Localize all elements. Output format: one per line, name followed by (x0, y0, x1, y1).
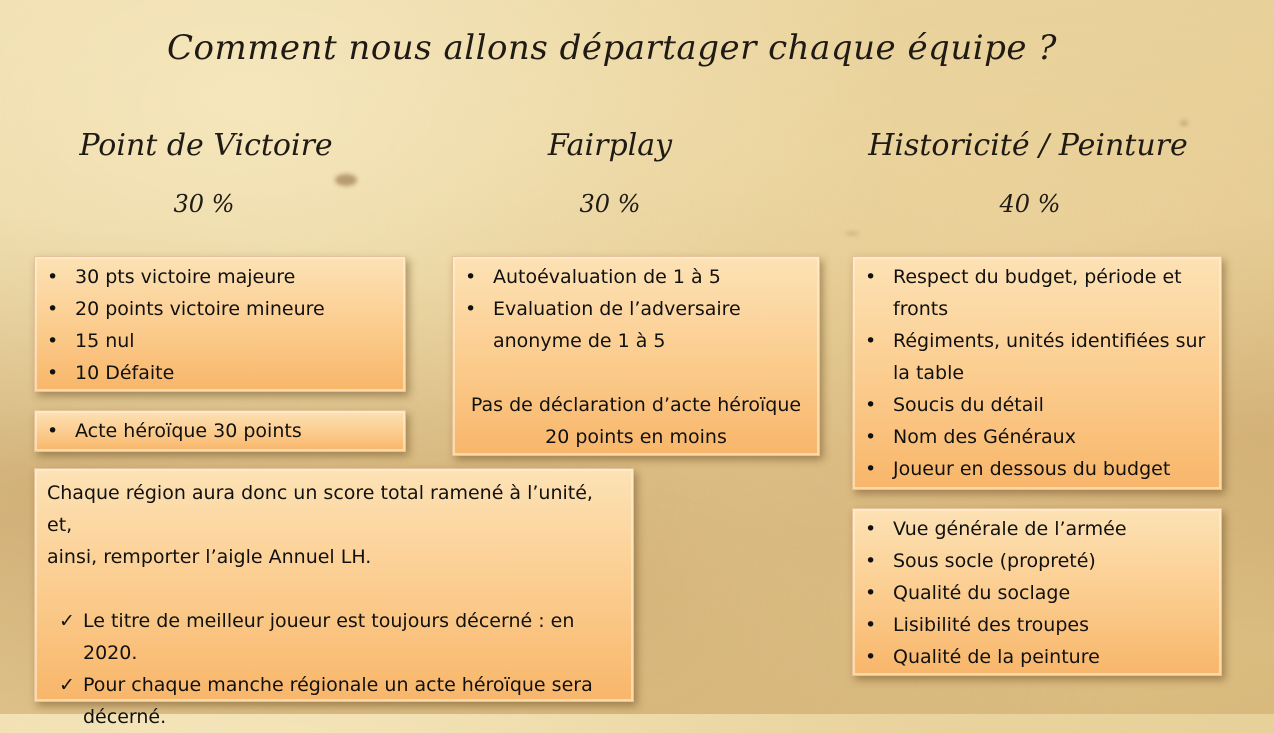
list-item (453, 293, 819, 357)
summary-box (34, 468, 634, 728)
check-item (47, 669, 621, 733)
victory-points-list (35, 261, 405, 389)
list-item-line: • Nom des Généraux (893, 426, 1076, 448)
list-item-line: anonyme de 1 à 5 (493, 330, 666, 352)
heading-victory: Point de Victoire (79, 128, 333, 163)
fairplay-box (452, 256, 820, 456)
list-item (853, 421, 1221, 453)
list-item-line: • Joueur en dessous du budget (893, 458, 1171, 480)
list-item-line: • Soucis du détail (893, 394, 1044, 416)
list-item-line: fronts (893, 298, 949, 320)
percent-victory: 30 % (173, 190, 235, 218)
fairplay-note: Pas de déclaration d’acte héroïque (470, 394, 802, 416)
list-item: • Lisibilité des troupes (853, 609, 1221, 641)
check-item-line: ✓ Pour chaque manche régionale un acte héroïque sera (83, 674, 593, 696)
history-box (852, 256, 1222, 490)
list-item: • Vue générale de l’armée (853, 513, 1221, 545)
heroic-act-box (34, 410, 406, 452)
summary-line: ainsi, remporter l’aigle Annuel LH. (47, 546, 372, 568)
summary-line: Chaque région aura donc un score total ramené à l’unité, et, (47, 482, 593, 536)
list-item (853, 261, 1221, 325)
percent-fairplay: 30 % (579, 190, 641, 218)
percent-history: 40 % (999, 190, 1061, 218)
list-item: • 30 pts victoire majeure (35, 261, 405, 293)
painting-box (852, 508, 1222, 676)
list-item: • Qualité du soclage (853, 577, 1221, 609)
list-item: • 20 points victoire mineure (35, 293, 405, 325)
list-item: • Sous socle (propreté) (853, 545, 1221, 577)
list-item (853, 389, 1221, 421)
heroic-act-list (35, 415, 405, 447)
list-item: • Qualité de la peinture (853, 641, 1221, 673)
list-item (853, 325, 1221, 389)
list-item (453, 261, 819, 293)
check-item-line: 2020. (83, 642, 138, 664)
history-list (853, 261, 1221, 485)
list-item-line: • Régiments, unités identifiées sur (893, 330, 1206, 352)
check-item (47, 605, 621, 669)
victory-points-box (34, 256, 406, 392)
page-title: Comment nous allons départager chaque équipe ? (166, 28, 1058, 68)
list-item: • 10 Défaite (35, 357, 405, 389)
list-item-line: • Respect du budget, période et (893, 266, 1182, 288)
parchment-stain (845, 232, 859, 235)
check-item-line: ✓ Le titre de meilleur joueur est toujours décerné : en (83, 610, 575, 632)
heading-history: Historicité / Peinture (868, 128, 1188, 163)
list-item: • Acte héroïque 30 points (35, 415, 405, 447)
heading-fairplay: Fairplay (547, 128, 673, 163)
list-item-line: • Autoévaluation de 1 à 5 (493, 266, 721, 288)
list-item: • 15 nul (35, 325, 405, 357)
list-item-line: la table (893, 362, 965, 384)
list-item-line: • Evaluation de l’adversaire (493, 298, 741, 320)
painting-list (853, 513, 1221, 673)
fairplay-note: 20 points en moins (545, 426, 727, 448)
list-item (853, 453, 1221, 485)
parchment-stain (335, 174, 357, 186)
parchment-stain (1180, 120, 1188, 126)
fairplay-list (453, 261, 819, 357)
check-item-line: décerné. (83, 706, 167, 728)
